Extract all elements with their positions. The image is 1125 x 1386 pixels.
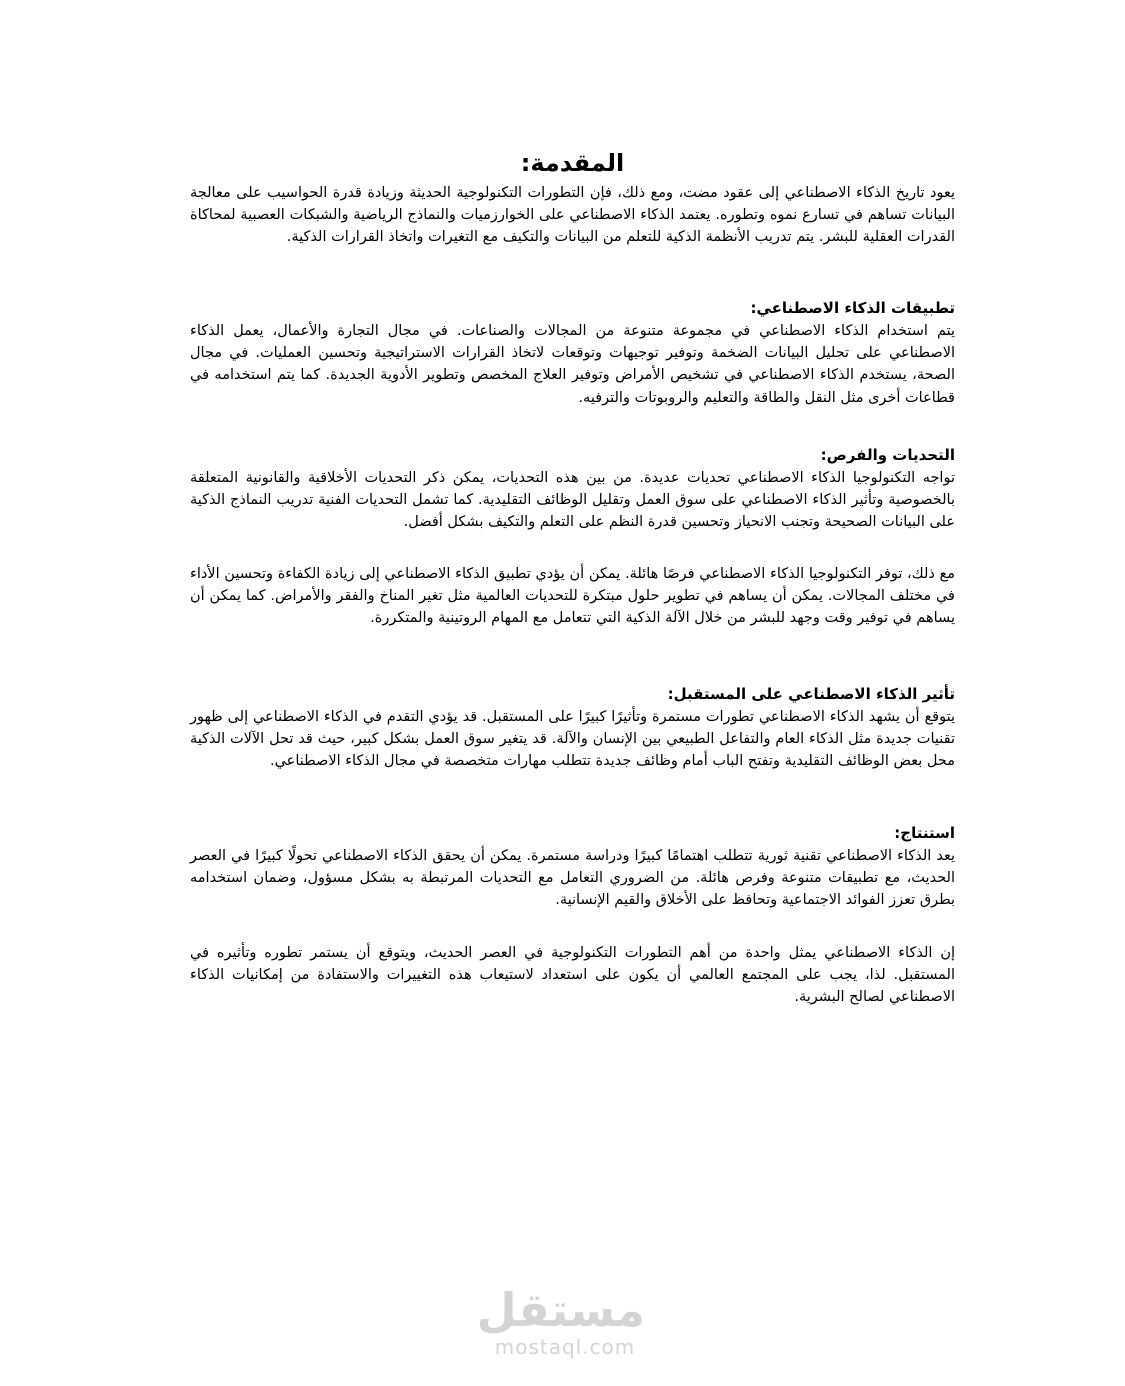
section-heading-applications: تطبيقات الذكاء الاصطناعي:: [750, 299, 955, 317]
challenges-paragraph: تواجه التكنولوجيا الذكاء الاصطناعي تحديات عديدة. من بين هذه التحديات، يمكن ذكر التحديات الأخلاقية والقانونية المتعلقة بالخصوصية وتأثير الذكاء الاصطناعي على سوق العمل وتقليل الوظائف التقليدية. كما تشمل التحديات الفنية تدريب النماذج الذكية على البيانات الصحيحة وتجنب الانحياز وتحسين قدرة النظم على التعلم والتكيف بشكل أفضل.: [190, 470, 955, 531]
watermark-latin-text: mostaql.com: [494, 1335, 636, 1359]
closing-paragraph: إن الذكاء الاصطناعي يمثل واحدة من أهم التطورات التكنولوجية في العصر الحديث، ويتوقع أن يستمر تطوره وتأثيره في المستقبل. لذا، يجب على المجتمع العالمي أن يكون على استعداد لاستيعاب هذه التغييرات والاستفادة من إمكانيات الذكاء الاصطناعي لصالح البشرية.: [190, 945, 955, 1006]
applications-paragraph: يتم استخدام الذكاء الاصطناعي في مجموعة متنوعة من المجالات والصناعات. في مجال التجارة والأعمال، يعمل الذكاء الاصطناعي على تحليل البيانات الضخمة وتوفير توجيهات وتوقعات لاتخاذ القرارات الاستراتيجية وتحسين العمليات. في مجال الصحة، يستخدم الذكاء الاصطناعي في تشخيص الأمراض وتوفير العلاج المخصص وتطوير الأدوية الجديدة. كما يتم استخدامه في قطاعات أخرى مثل النقل والطاقة والتعليم والروبوتات والترفيه.: [190, 323, 955, 406]
intro-paragraph: يعود تاريخ الذكاء الاصطناعي إلى عقود مضت، ومع ذلك، فإن التطورات التكنولوجية الحديثة وزيادة قدرة الحواسيب على معالجة البيانات تساهم في تسارع نموه وتطوره. يعتمد الذكاء الاصطناعي على الخوارزميات والنماذج الرياضية والشبكات العصبية لمحاكاة القدرات العقلية للبشر. يتم تدريب الأنظمة الذكية للتعلم من البيانات والتكيف مع التغيرات واتخاذ القرارات الذكية.: [190, 185, 955, 246]
opportunities-paragraph: مع ذلك، توفر التكنولوجيا الذكاء الاصطناعي فرصًا هائلة. يمكن أن يؤدي تطبيق الذكاء الاصطناعي إلى زيادة الكفاءة وتحسين الأداء في مختلف المجالات. يمكن أن يساهم في تطوير حلول مبتكرة للتحديات العالمية مثل تغير المناخ والفقر والأمراض. كما يمكن أن يساهم في توفير وقت وجهد للبشر من خلال الآلة الذكية التي تتعامل مع المهام الروتينية والمتكررة.: [190, 566, 955, 627]
section-heading-future: تأثير الذكاء الاصطناعي على المستقبل:: [667, 685, 955, 703]
conclusion-paragraph: يعد الذكاء الاصطناعي تقنية ثورية تتطلب اهتمامًا كبيرًا ودراسة مستمرة. يمكن أن يحقق الذكاء الاصطناعي تحولًا كبيرًا في العصر الحديث، مع تطبيقات متنوعة وفرص هائلة. من الضروري التعامل مع التحديات المرتبطة به بشكل مسؤول، وضمان استخدامه بطرق تعزز الفوائد الاجتماعية وتحافظ على الأخلاق والقيم الإنسانية.: [190, 848, 955, 909]
future-paragraph: يتوقع أن يشهد الذكاء الاصطناعي تطورات مستمرة وتأثيرًا كبيرًا على المستقبل. قد يؤدي التقدم في الذكاء الاصطناعي إلى ظهور تقنيات جديدة مثل الذكاء العام والتفاعل الطبيعي بين الإنسان والآلة. قد يتغير سوق العمل بشكل كبير، حيث قد تحل الآلات الذكية محل بعض الوظائف التقليدية وتفتح الباب أمام وظائف جديدة تتطلب مهارات متخصصة في مجال الذكاء الاصطناعي.: [190, 709, 955, 770]
section-heading-conclusion: استنتاج:: [894, 824, 955, 842]
mostaql-watermark: [476, 1283, 645, 1359]
document-title: المقدمة:: [520, 149, 625, 177]
section-heading-challenges: التحديات والفرص:: [820, 446, 955, 464]
document-page: [190, 0, 955, 1386]
watermark-arabic-text: مستقل: [476, 1283, 645, 1337]
